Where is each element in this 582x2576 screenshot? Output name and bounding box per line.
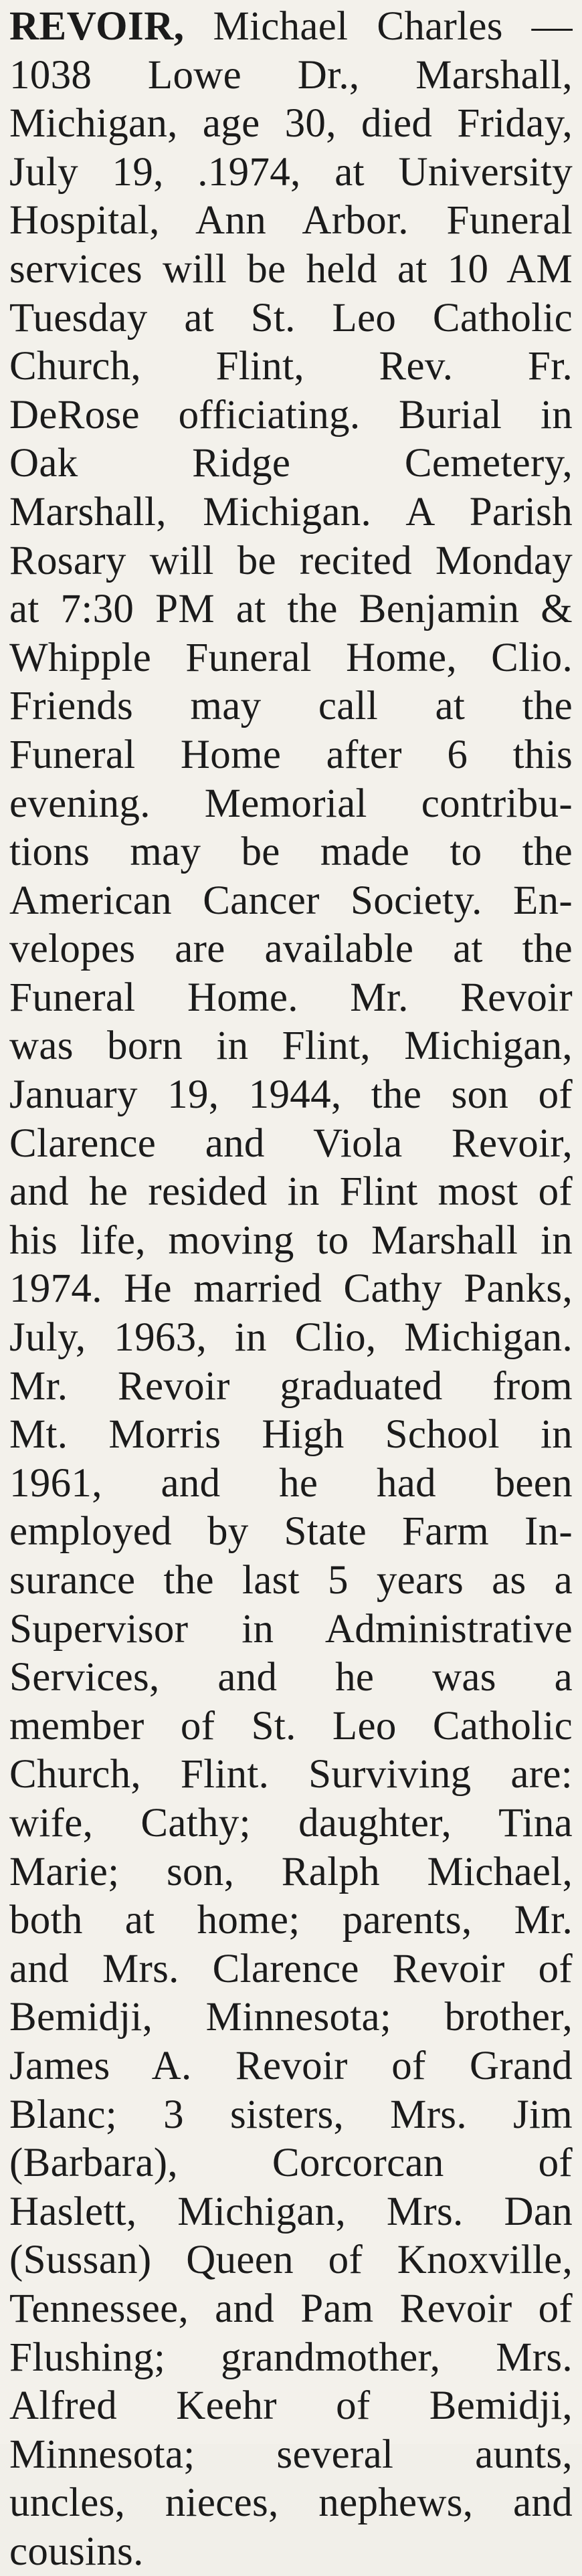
- obituary-line: Blanc; 3 sisters, Mrs. Jim: [9, 2092, 573, 2137]
- obituary-surname: REVOIR,: [9, 4, 185, 49]
- obituary-line: Church, Flint. Surviving are:: [9, 1752, 573, 1797]
- obituary-line: velopes are available at the: [9, 926, 573, 972]
- obituary-line: member of St. Leo Catholic: [9, 1703, 573, 1749]
- obituary-line: evening. Memorial contribu-: [9, 781, 573, 826]
- obituary-line: Haslett, Michigan, Mrs. Dan: [9, 2189, 573, 2234]
- obituary-line: Marshall, Michigan. A Parish: [9, 489, 573, 534]
- obituary-line: cousins.: [9, 2529, 144, 2574]
- obituary-line: July 19, .1974, at University: [9, 149, 573, 195]
- obituary-line-text: Michael Charles —: [184, 4, 573, 49]
- obituary-line: uncles, nieces, nephews, and: [9, 2480, 573, 2526]
- obituary-line: Tuesday at St. Leo Catholic: [9, 295, 573, 340]
- obituary-line: Services, and he was a: [9, 1655, 573, 1700]
- obituary-line: (Barbara), Corcorcan of: [9, 2141, 573, 2186]
- obituary-line: Michigan, age 30, died Friday,: [9, 101, 573, 146]
- obituary-line: Whipple Funeral Home, Clio.: [9, 635, 573, 680]
- obituary-line: Flushing; grandmother, Mrs.: [9, 2335, 573, 2380]
- obituary-line: wife, Cathy; daughter, Tina: [9, 1800, 573, 1846]
- obituary-line: July, 1963, in Clio, Michigan.: [9, 1315, 573, 1361]
- obituary-line: at 7:30 PM at the Benjamin &: [9, 587, 573, 632]
- obituary-line: was born in Flint, Michigan,: [9, 1023, 573, 1069]
- obituary-line-1: [9, 3, 573, 52]
- obituary-line: tions may be made to the: [9, 829, 573, 875]
- obituary-line: 1038 Lowe Dr., Marshall,: [9, 52, 573, 98]
- obituary-line: Minnesota; several aunts,: [9, 2432, 573, 2477]
- obituary-line: (Sussan) Queen of Knoxville,: [9, 2238, 573, 2283]
- obituary-line: 1961, and he had been: [9, 1460, 573, 1506]
- obituary-line: James A. Revoir of Grand: [9, 2043, 573, 2088]
- obituary-line: Marie; son, Ralph Michael,: [9, 1849, 573, 1894]
- obituary-line: Alfred Keehr of Bemidji,: [9, 2383, 573, 2429]
- obituary-line: and he resided in Flint most of: [9, 1169, 573, 1215]
- obituary-line: Tennessee, and Pam Revoir of: [9, 2286, 573, 2331]
- obituary-line: American Cancer Society. En-: [9, 878, 573, 923]
- obituary-line: his life, moving to Marshall in: [9, 1217, 573, 1263]
- obituary-line: 1974. He married Cathy Panks,: [9, 1266, 573, 1312]
- obituary-line: surance the last 5 years as a: [9, 1558, 573, 1603]
- obituary-line: Supervisor in Administrative: [9, 1606, 573, 1652]
- obituary-line: Hospital, Ann Arbor. Funeral: [9, 198, 573, 243]
- obituary-line: and Mrs. Clarence Revoir of: [9, 1946, 573, 1991]
- obituary-line: Funeral Home. Mr. Revoir: [9, 975, 573, 1020]
- obituary-line: Bemidji, Minnesota; brother,: [9, 1995, 573, 2040]
- obituary-line: employed by State Farm In-: [9, 1509, 573, 1555]
- obituary-line: services will be held at 10 AM: [9, 246, 573, 292]
- obituary-line: Friends may call at the: [9, 684, 573, 729]
- obituary-line: Clarence and Viola Revoir,: [9, 1120, 573, 1166]
- obituary-line: Mt. Morris High School in: [9, 1412, 573, 1458]
- obituary-line: both at home; parents, Mr.: [9, 1898, 573, 1943]
- obituary-line: Funeral Home after 6 this: [9, 732, 573, 777]
- obituary-line: DeRose officiating. Burial in: [9, 392, 573, 437]
- obituary-text-column: [9, 3, 573, 2576]
- obituary-line: Church, Flint, Rev. Fr.: [9, 344, 573, 389]
- obituary-line: Rosary will be recited Monday: [9, 538, 573, 583]
- obituary-line: Mr. Revoir graduated from: [9, 1363, 573, 1409]
- obituary-line: January 19, 1944, the son of: [9, 1072, 573, 1118]
- obituary-line: Oak Ridge Cemetery,: [9, 441, 573, 486]
